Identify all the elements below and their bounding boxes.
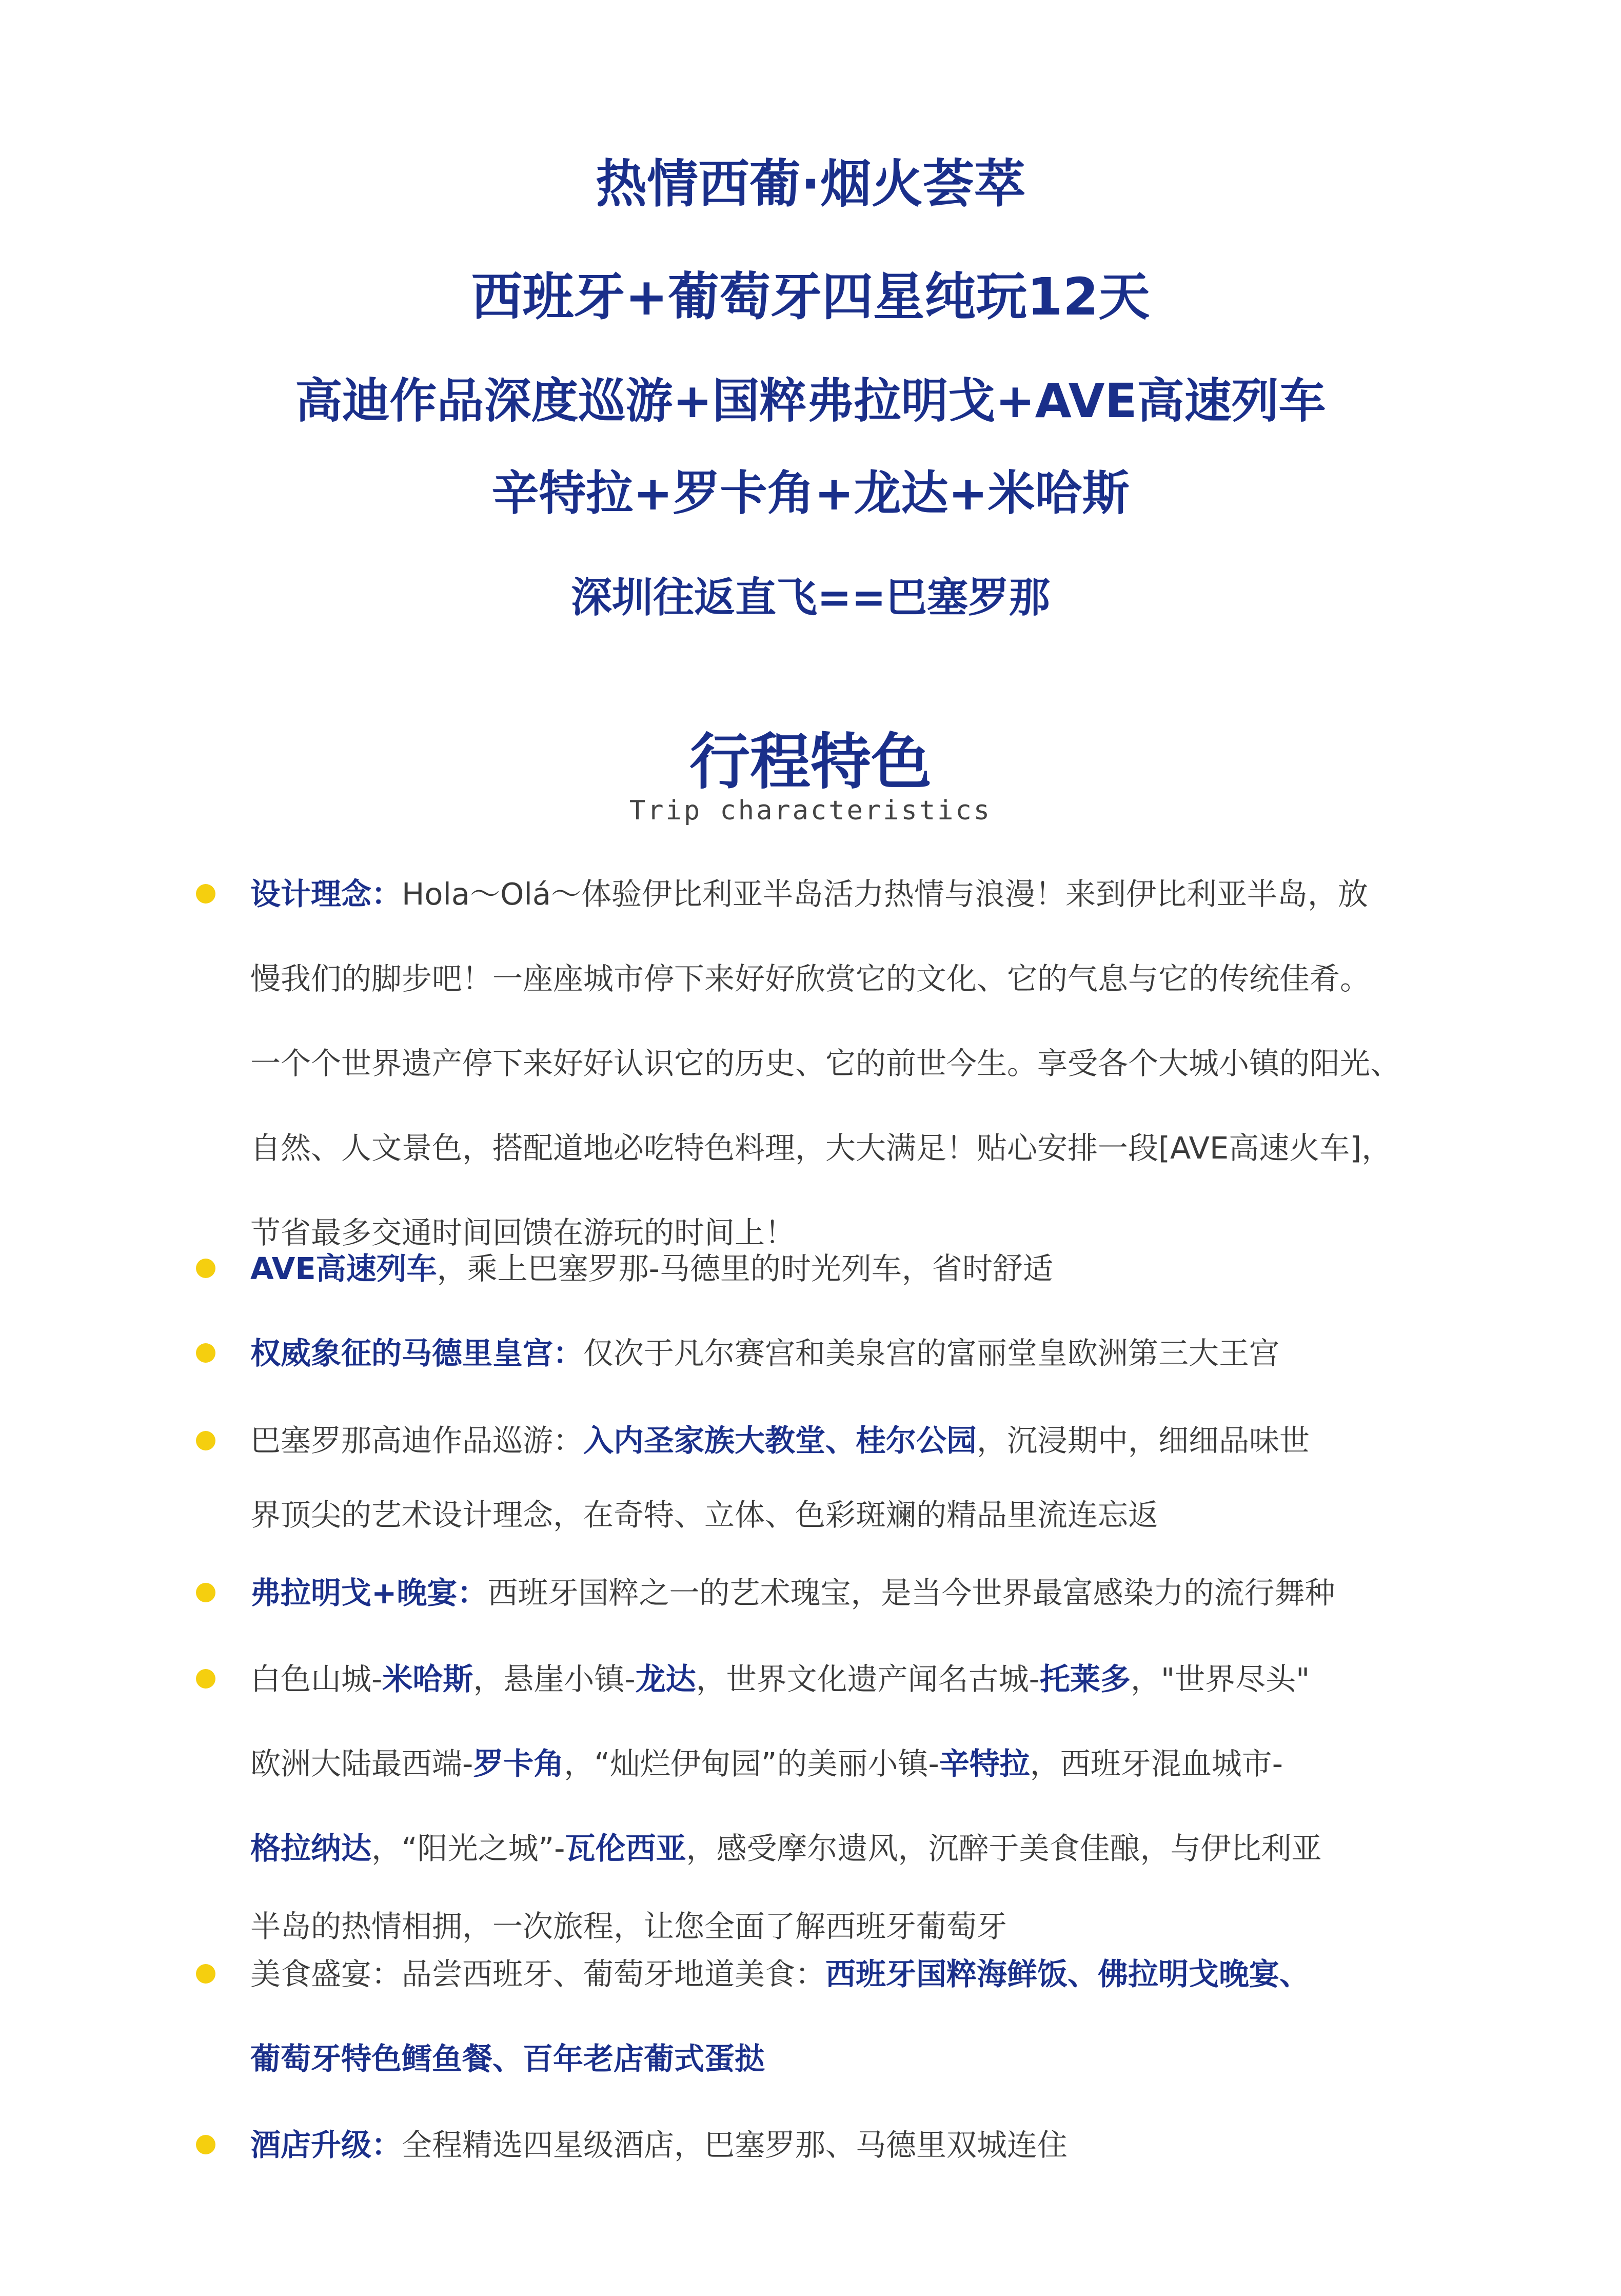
- tour-name: 西班牙+葡萄牙四星纯玩12天: [471, 267, 1150, 327]
- list-item-design-concept: [250, 852, 1446, 1275]
- item-keyword: 瓦伦西亚: [565, 1831, 686, 1866]
- item-line: [250, 1400, 1446, 1482]
- bullet-icon: [196, 1431, 215, 1450]
- bullet-icon: [196, 1343, 215, 1363]
- item-text: ，悬崖小镇-: [473, 1661, 636, 1697]
- list-item-food: [250, 1932, 1446, 2101]
- bullet-icon: [196, 1583, 215, 1602]
- item-keyword: 辛特拉: [939, 1746, 1030, 1781]
- item-text: 半岛的热情相拥，一次旅程，让您全面了解西班牙葡萄牙: [250, 1909, 1007, 1944]
- item-line: [250, 1932, 1446, 2016]
- item-line: [250, 1637, 1446, 1721]
- section-heading: 行程特色: [689, 727, 932, 797]
- item-line: [250, 1226, 1446, 1311]
- item-text: ，“阳光之城”-: [371, 1831, 565, 1866]
- item-line: [250, 1311, 1446, 1396]
- item-text: 白色山城-: [250, 1661, 383, 1697]
- item-line: [250, 936, 1446, 1021]
- item-line: [250, 1551, 1446, 1635]
- item-line: [250, 1806, 1446, 1891]
- item-text: ，感受摩尔遗风，沉醉于美食佳酿，与伊比利亚: [686, 1831, 1322, 1866]
- item-line: [250, 1106, 1446, 1190]
- bullet-icon: [196, 884, 215, 904]
- item-text: 仅次于凡尔赛宫和美泉宫的富丽堂皇欧洲第三大王宫: [583, 1336, 1280, 1371]
- list-item-hotel: [250, 2103, 1446, 2187]
- list-item-ave-train: [250, 1226, 1446, 1311]
- item-text: 西班牙国粹之一的艺术瑰宝，是当今世界最富感染力的流行舞种: [487, 1575, 1335, 1611]
- item-text: ，沉浸期中，细细品味世: [977, 1423, 1310, 1458]
- page-title: 热情西葡·烟火荟萃: [596, 154, 1025, 214]
- item-text: 自然、人文景色，搭配道地必吃特色料理，大大满足！贴心安排一段[AVE高速火车]，: [250, 1130, 1392, 1166]
- item-text: 界顶尖的艺术设计理念，在奇特、立体、色彩斑斓的精品里流连忘返: [250, 1497, 1159, 1533]
- item-text: 欧洲大陆最西端-: [250, 1746, 473, 1781]
- list-item-flamenco: [250, 1551, 1446, 1635]
- item-keyword: 设计理念：: [250, 876, 402, 912]
- item-keyword: 格拉纳达: [250, 1831, 372, 1866]
- item-text: ，“灿烂伊甸园”的美丽小镇-: [564, 1746, 939, 1781]
- section-subtitle: Trip characteristics: [629, 795, 992, 826]
- bullet-icon: [196, 1259, 215, 1278]
- item-line: [250, 1721, 1446, 1806]
- item-line: [250, 2103, 1446, 2187]
- item-keyword: 入内圣家族大教堂、桂尔公园: [583, 1423, 977, 1458]
- item-keyword: 权威象征的马德里皇宫：: [250, 1336, 584, 1371]
- bullet-icon: [196, 1964, 215, 1984]
- bullet-icon: [196, 2135, 215, 2154]
- tour-highlights-subtitle: 高迪作品深度巡游+国粹弗拉明戈+AVE高速列车: [295, 374, 1326, 428]
- item-line: [250, 1482, 1446, 1548]
- list-item-royal-palace: [250, 1311, 1446, 1396]
- item-text: Hola～Olá～体验伊比利亚半岛活力热情与浪漫！来到伊比利亚半岛，放: [402, 876, 1369, 912]
- item-line: [250, 1021, 1446, 1106]
- item-keyword: 龙达: [635, 1661, 696, 1697]
- item-keyword: 西班牙国粹海鲜饭、佛拉明戈晚宴、: [825, 1956, 1310, 1992]
- bullet-icon: [196, 1669, 215, 1689]
- item-keyword: 罗卡角: [473, 1746, 564, 1781]
- item-text: 慢我们的脚步吧！一座座城市停下来好好欣赏它的文化、它的气息与它的传统佳肴。: [250, 961, 1371, 996]
- flight-info: 深圳往返直飞==巴塞罗那: [570, 574, 1051, 621]
- list-item-towns: [250, 1637, 1446, 1963]
- item-text: 全程精选四星级酒店，巴塞罗那、马德里双城连住: [402, 2127, 1068, 2163]
- item-text: 巴塞罗那高迪作品巡游：: [250, 1423, 584, 1458]
- item-text: ，世界文化遗产闻名古城-: [696, 1661, 1040, 1697]
- item-text: 一个个世界遗产停下来好好认识它的历史、它的前世今生。享受各个大城小镇的阳光、: [250, 1046, 1401, 1081]
- item-line: [250, 852, 1446, 936]
- item-keyword: 托莱多: [1039, 1661, 1131, 1697]
- item-keyword: 酒店升级：: [250, 2127, 402, 2163]
- item-keyword: AVE高速列车: [250, 1251, 437, 1286]
- list-item-gaudi-tour: [250, 1400, 1446, 1548]
- item-keyword: 弗拉明戈+晚宴：: [250, 1575, 488, 1611]
- item-text: 美食盛宴：品尝西班牙、葡萄牙地道美食：: [250, 1956, 826, 1992]
- tour-destinations-subtitle: 辛特拉+罗卡角+龙达+米哈斯: [491, 466, 1130, 521]
- item-keyword: 葡萄牙特色鳕鱼餐、百年老店葡式蛋挞: [250, 2041, 765, 2076]
- item-text: ，乘上巴塞罗那-马德里的时光列车，省时舒适: [437, 1251, 1053, 1286]
- item-text: ，西班牙混血城市-: [1030, 1746, 1283, 1781]
- item-text: 节省最多交通时间回馈在游玩的时间上！: [250, 1215, 796, 1250]
- item-text: ，"世界尽头": [1130, 1661, 1310, 1697]
- item-keyword: 米哈斯: [382, 1661, 473, 1697]
- item-line: [250, 2016, 1446, 2101]
